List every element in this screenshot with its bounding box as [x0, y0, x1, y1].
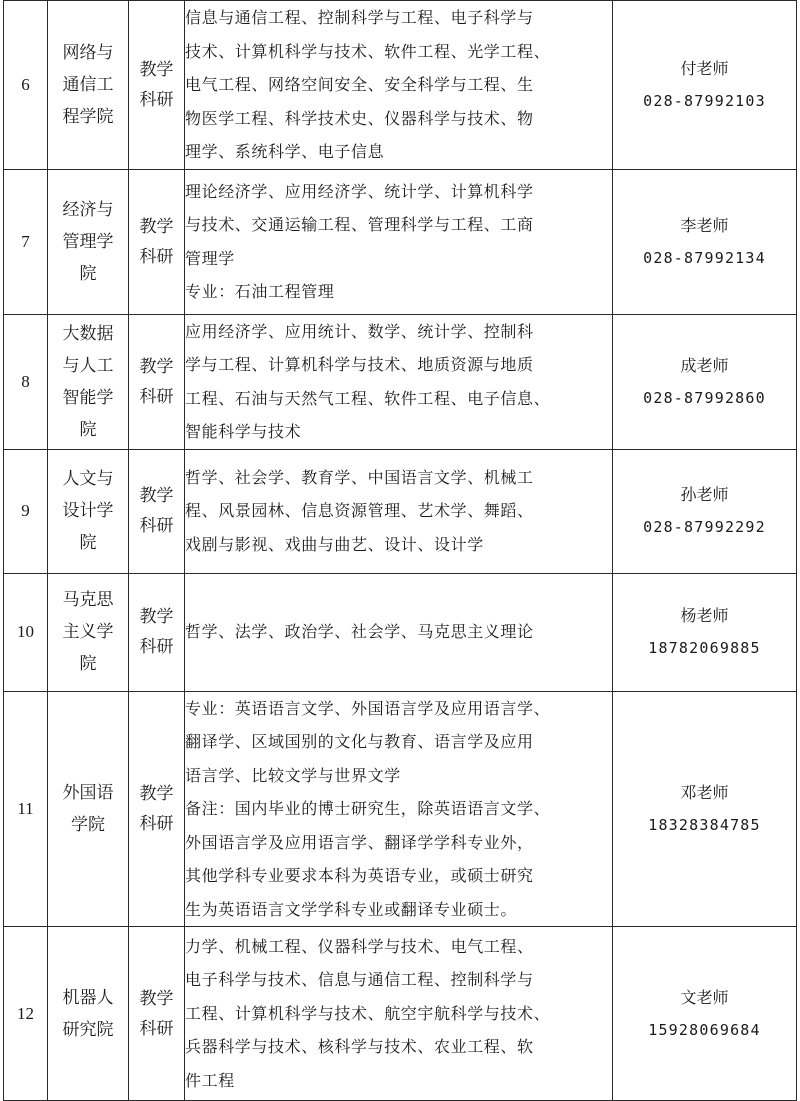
position-type: 教学科研	[139, 783, 174, 834]
college-cell	[48, 449, 129, 573]
discipline-line: 哲学、社会学、教育学、中国语言文学、机械工	[185, 467, 534, 487]
contact-name: 文老师	[680, 987, 729, 1007]
discipline-cell	[185, 691, 613, 927]
table-row	[4, 691, 797, 927]
contact-cell	[613, 927, 797, 1101]
discipline-line: 管理学	[185, 248, 235, 268]
position-type-cell	[129, 449, 185, 573]
discipline-line: 语言学、比较文学与世界文学	[185, 765, 401, 785]
discipline-line: 戏剧与影视、戏曲与曲艺、设计、设计学	[185, 534, 484, 554]
discipline-cell	[185, 1, 613, 170]
contact-cell	[613, 573, 797, 691]
discipline-line: 理论经济学、应用经济学、统计学、计算机科学	[185, 181, 534, 201]
discipline-line: 智能科学与技术	[185, 422, 302, 441]
position-type: 教学科研	[139, 607, 174, 657]
contact-name: 李老师	[680, 215, 729, 235]
position-type-cell	[129, 573, 185, 691]
contact-name: 邓老师	[680, 782, 729, 802]
contact-phone: 15928069684	[648, 1020, 761, 1039]
contact-phone: 028-87992292	[643, 518, 766, 536]
discipline-line: 外国语言学及应用语言学、翻译学学科专业外，	[185, 832, 534, 852]
contact-cell	[613, 1, 797, 170]
table-row	[4, 314, 797, 449]
discipline-line: 电气工程、网络空间安全、安全科学与工程、生	[185, 75, 534, 94]
discipline-cell	[185, 169, 613, 314]
row-number: 12	[4, 927, 48, 1101]
discipline-line: 生为英语语言文学学科专业或翻译专业硕士。	[185, 899, 518, 919]
college-cell	[48, 927, 129, 1101]
position-type: 教学科研	[139, 59, 174, 110]
discipline-line: 理学、系统科学、电子信息	[185, 142, 385, 161]
row-number: 6	[4, 1, 48, 170]
discipline-line: 件工程	[185, 1070, 235, 1090]
college-name: 马克思主义学院	[62, 590, 114, 674]
discipline-line: 力学、机械工程、仪器科学与技术、电气工程、	[185, 936, 534, 956]
college-name: 网络与通信工程学院	[62, 42, 114, 127]
contact-name: 杨老师	[680, 606, 729, 625]
table-row	[4, 573, 797, 691]
discipline-line: 程、风景园林、信息资源管理、艺术学、舞蹈、	[185, 501, 534, 521]
position-type: 教学科研	[139, 216, 174, 267]
discipline-line: 信息与通信工程、控制科学与工程、电子科学与	[185, 8, 534, 27]
discipline-line: 兵器科学与技术、核科学与技术、农业工程、软	[185, 1037, 534, 1057]
position-type-cell	[129, 314, 185, 449]
recruitment-table	[3, 0, 797, 1101]
college-name: 人文与设计学院	[62, 469, 114, 553]
discipline-line: 其他学科专业要求本科为英语专业，或硕士研究	[185, 866, 534, 885]
position-type: 教学科研	[139, 356, 174, 407]
discipline-cell	[185, 449, 613, 573]
contact-cell	[613, 314, 797, 449]
discipline-line: 哲学、法学、政治学、社会学、马克思主义理论	[185, 622, 534, 642]
contact-phone: 18328384785	[648, 815, 761, 834]
college-cell	[48, 169, 129, 314]
college-cell	[48, 314, 129, 449]
table-body	[4, 1, 797, 1101]
college-name: 机器人研究院	[62, 987, 114, 1040]
college-cell	[48, 1, 129, 170]
position-type-cell	[129, 927, 185, 1101]
row-number: 9	[4, 449, 48, 573]
table-row	[4, 1, 797, 170]
row-number: 7	[4, 169, 48, 314]
college-cell	[48, 573, 129, 691]
discipline-line: 技术、计算机科学与技术、软件工程、光学工程、	[185, 41, 551, 61]
contact-phone: 028-87992860	[643, 388, 766, 407]
row-number: 11	[4, 691, 48, 927]
row-number: 8	[4, 314, 48, 449]
contact-name: 成老师	[680, 355, 729, 375]
college-name: 外国语学院	[62, 782, 114, 835]
discipline-line: 工程、计算机科学与技术、航空宇航科学与技术、	[185, 1003, 551, 1023]
position-type-cell	[129, 1, 185, 170]
table-row	[4, 927, 797, 1101]
row-number: 10	[4, 573, 48, 691]
contact-cell	[613, 169, 797, 314]
position-type: 教学科研	[139, 486, 174, 536]
position-type: 教学科研	[139, 988, 174, 1039]
discipline-line: 电子科学与技术、信息与通信工程、控制科学与	[185, 970, 534, 990]
discipline-cell	[185, 314, 613, 449]
contact-phone: 028-87992134	[643, 248, 766, 267]
discipline-cell	[185, 927, 613, 1101]
discipline-line: 工程、石油与天然气工程、软件工程、电子信息、	[185, 388, 551, 408]
table-row	[4, 449, 797, 573]
discipline-line: 应用经济学、应用统计、数学、统计学、控制科	[185, 321, 534, 341]
position-type-cell	[129, 169, 185, 314]
contact-phone: 028-87992103	[643, 91, 766, 110]
college-name: 经济与管理学院	[62, 199, 114, 284]
contact-name: 付老师	[680, 58, 729, 78]
contact-cell	[613, 691, 797, 927]
discipline-line: 专业：英语语言文学、外国语言学及应用语言学、	[185, 698, 551, 718]
discipline-line: 与技术、交通运输工程、管理科学与工程、工商	[185, 215, 534, 234]
discipline-line: 物医学工程、科学技术史、仪器科学与技术、物	[185, 108, 534, 128]
contact-cell	[613, 449, 797, 573]
contact-phone: 18782069885	[648, 639, 761, 657]
table-row	[4, 169, 797, 314]
discipline-cell	[185, 573, 613, 691]
contact-name: 孙老师	[680, 485, 729, 504]
discipline-line: 专业：石油工程管理	[185, 282, 335, 301]
college-cell	[48, 691, 129, 927]
college-name: 大数据与人工智能学院	[62, 323, 114, 440]
discipline-line: 学与工程、计算机科学与技术、地质资源与地质	[185, 355, 534, 374]
discipline-line: 备注：国内毕业的博士研究生，除英语语言文学、	[185, 799, 551, 818]
position-type-cell	[129, 691, 185, 927]
discipline-line: 翻译学、区域国别的文化与教育、语言学及应用	[185, 732, 534, 751]
